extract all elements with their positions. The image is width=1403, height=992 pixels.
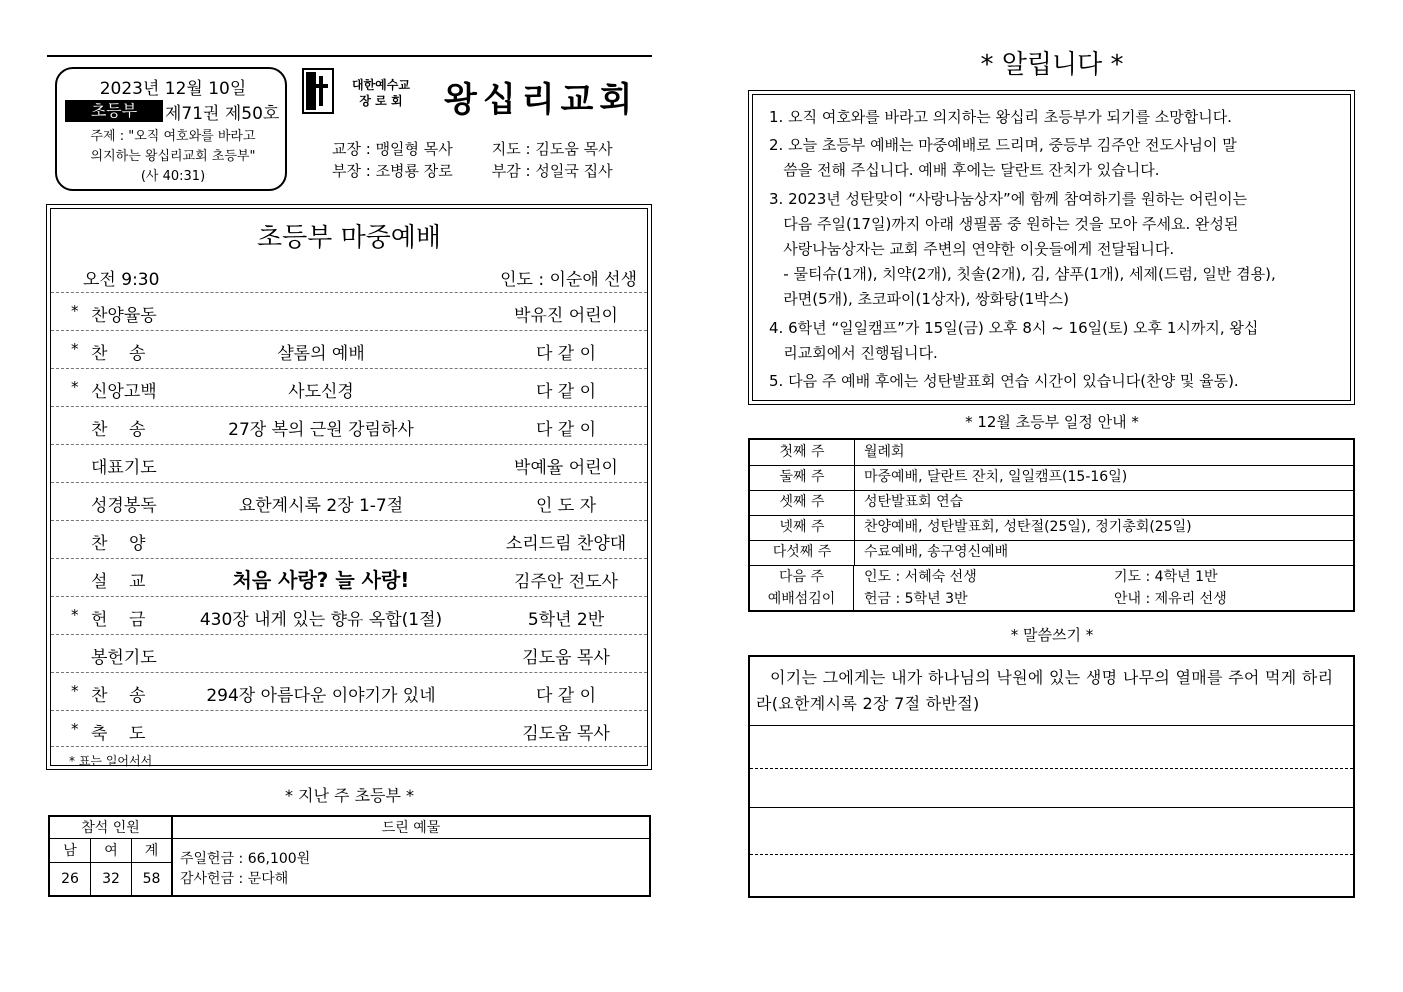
staff-director: 지도 : 김도움 목사 (491, 140, 613, 158)
staff-line-1 (332, 138, 613, 159)
header-rule (47, 55, 652, 57)
theme (57, 127, 289, 187)
next-label-1: 다음 주 (778, 569, 825, 585)
notice-line: - 물티슈(1개), 치약(2개), 칫솔(2개), 김, 샴푸(1개), 세제(드럼, 일반 겸용), (769, 265, 1276, 283)
denomination (352, 77, 410, 109)
staff-deputy: 부감 : 성일국 집사 (491, 162, 613, 180)
offering-line2: 감사헌금 : 문다해 (180, 871, 289, 887)
notice-line: 씀을 전해 주십니다. 예배 후에는 달란트 잔치가 있습니다. (769, 161, 1160, 179)
worship-person: 5학년 2반 (527, 610, 605, 630)
worship-row (51, 634, 647, 673)
note-divider (51, 746, 647, 747)
notice-line: 사랑나눔상자는 교회 주변의 연약한 이웃들에게 전달됩니다. (769, 240, 1175, 258)
worship-person: 다 같 이 (535, 344, 597, 364)
worship-content: 27장 복의 근원 강림하사 (228, 420, 414, 440)
notice-line: 리교회에서 진행됩니다. (769, 344, 938, 362)
last-week-title: * 지난 주 초등부 * (284, 786, 415, 805)
notices-box (748, 90, 1355, 405)
theme-ref: (사 40:31) (140, 169, 206, 184)
staff-line-2 (332, 160, 613, 181)
bulletin-date: 2023년 12월 10일 (99, 79, 247, 99)
worship-row (51, 368, 647, 407)
date-box (55, 67, 287, 191)
notice-line: 4. 6학년 “일일캠프”가 15일(금) 오후 8시 ~ 16일(토) 오후 1시까지, 왕십 (769, 319, 1259, 337)
notice-line: 라면(5개), 초코파이(1상자), 쌍화탕(1박스) (769, 290, 1069, 308)
worship-person: 소리드림 찬양대 (505, 534, 627, 554)
worship-content: 294장 아름다운 이야기가 있네 (206, 686, 436, 706)
worship-row (51, 444, 647, 483)
schedule-row (750, 490, 1353, 516)
writing-line (750, 768, 1353, 769)
col-total: 계 (132, 839, 173, 863)
worship-item: 봉헌기도 (91, 648, 157, 668)
worship-row (51, 520, 647, 559)
staff-head: 부장 : 조병룡 장로 (332, 162, 453, 180)
star: * (71, 378, 79, 396)
volume-number: 제71권 제50호 (165, 104, 280, 124)
church-name: 왕십리교회 (444, 80, 639, 120)
writing-line (750, 807, 1353, 808)
worship-content: 샬롬의 예배 (277, 344, 365, 364)
worship-item: 찬 송 (91, 420, 146, 440)
worship-row (51, 330, 647, 369)
schedule-week: 둘째 주 (750, 465, 855, 490)
schedule-table (748, 438, 1355, 612)
schedule-week: 첫째 주 (750, 440, 855, 465)
schedule-week: 셋째 주 (750, 490, 855, 515)
worship-person: 다 같 이 (535, 382, 597, 402)
star: * (71, 606, 79, 624)
scripture-title: * 말씀쓰기 * (1010, 626, 1094, 644)
col-male: 남 (50, 839, 91, 863)
worship-row (51, 672, 647, 711)
next-guide: 안내 : 제유리 선생 (1114, 591, 1227, 607)
worship-row (51, 710, 647, 749)
theme-line2: 의지하는 왕십리교회 초등부" (90, 149, 256, 164)
star: * (71, 682, 79, 700)
notices-inner (752, 94, 1351, 401)
schedule-event: 마중예배, 달란트 잔치, 일일캠프(15-16일) (864, 469, 1128, 485)
notice-line: 2. 오늘 초등부 예배는 마중예배로 드리며, 중등부 김주안 전도사님이 말 (769, 136, 1237, 154)
next-week-servers (750, 565, 1353, 610)
denomination-line1: 대한예수교 (352, 78, 410, 92)
worship-item: 찬 송 (91, 686, 146, 706)
notice-line: 다음 주일(17일)까지 아래 생필품 중 원하는 것을 모아 주세요. 완성된 (769, 215, 1239, 233)
schedule-event: 월례회 (864, 444, 905, 460)
schedule-week: 넷째 주 (750, 515, 855, 540)
worship-content: 사도신경 (288, 382, 354, 402)
schedule-title: * 12월 초등부 일정 안내 * (965, 413, 1139, 431)
total-count: 58 (132, 863, 173, 895)
worship-row (51, 292, 647, 331)
worship-item: 찬 양 (91, 534, 146, 554)
schedule-event: 찬양예배, 성탄발표회, 성탄절(25일), 정기총회(25일) (864, 519, 1192, 535)
worship-content: 430장 내게 있는 향유 옥합(1절) (199, 610, 443, 630)
worship-person: 김주안 전도사 (514, 572, 618, 592)
last-week-table (48, 815, 651, 897)
worship-item: 헌 금 (91, 610, 146, 630)
notice-line: 3. 2023년 성탄맞이 “사랑나눔상자”에 함께 참여하기를 원하는 어린이는 (769, 190, 1248, 208)
worship-leader: 인도 : 이순애 선생 (500, 270, 637, 290)
notice-line: 5. 다음 주 예배 후에는 성탄발표회 연습 시간이 있습니다(찬양 및 율동). (769, 372, 1239, 390)
writing-line (750, 725, 1353, 726)
schedule-week: 다섯째 주 (750, 540, 855, 565)
worship-person: 김도움 목사 (522, 724, 610, 744)
star: * (71, 340, 79, 358)
worship-row (51, 596, 647, 635)
notice-line: 1. 오직 여호와를 바라고 의지하는 왕십리 초등부가 되기를 소망합니다. (769, 108, 1232, 126)
notices-title: * 알립니다 * (980, 50, 1124, 80)
next-week-label (750, 565, 854, 610)
worship-person: 박예율 어린이 (514, 458, 618, 478)
next-lead: 인도 : 서혜숙 선생 (864, 569, 977, 585)
staff-principal: 교장 : 맹일형 목사 (332, 140, 453, 158)
schedule-event: 성탄발표회 연습 (864, 494, 964, 510)
offering-list (180, 849, 310, 889)
next-offering: 헌금 : 5학년 3반 (864, 591, 968, 607)
worship-title: 초등부 마중예배 (256, 223, 442, 253)
church-logo-icon (302, 68, 334, 114)
worship-row (51, 482, 647, 521)
worship-item: 신앙고백 (91, 382, 157, 402)
offering-header: 드린 예물 (173, 817, 649, 839)
scripture-box (748, 655, 1355, 898)
worship-item: 찬양율동 (91, 306, 157, 326)
worship-person: 김도움 목사 (522, 648, 610, 668)
dept-badge: 초등부 (65, 100, 163, 122)
worship-person: 인 도 자 (535, 496, 597, 516)
worship-row (51, 558, 647, 597)
next-prayer: 기도 : 4학년 1반 (1114, 569, 1218, 585)
worship-content: 요한계시록 2장 1-7절 (238, 496, 404, 516)
next-label-2: 예배섬김이 (767, 591, 836, 607)
star: * (71, 720, 79, 738)
worship-order-inner (50, 208, 648, 766)
standing-note: * 표는 일어서서 (69, 754, 153, 768)
schedule-row (750, 540, 1353, 566)
worship-time: 오전 9:30 (83, 270, 160, 290)
worship-person: 박유진 어린이 (514, 306, 618, 326)
worship-content: 처음 사랑? 늘 사랑! (232, 568, 410, 592)
schedule-row (750, 465, 1353, 491)
denomination-line2: 장 로 회 (359, 94, 403, 108)
worship-row (51, 406, 647, 445)
worship-item: 축 도 (91, 724, 146, 744)
schedule-row (750, 515, 1353, 541)
worship-order-box (46, 204, 652, 770)
worship-item: 찬 송 (91, 344, 146, 364)
col-female: 여 (91, 839, 132, 863)
worship-person: 다 같 이 (535, 686, 597, 706)
worship-item: 설 교 (91, 572, 146, 592)
attendance-header: 참석 인원 (50, 817, 173, 839)
star: * (71, 302, 79, 320)
worship-person: 다 같 이 (535, 420, 597, 440)
theme-line1: 주제 : "오직 여호와를 바라고 (90, 129, 256, 144)
female-count: 32 (91, 863, 132, 895)
offering-line1: 주일헌금 : 66,100원 (180, 851, 311, 867)
worship-item: 대표기도 (91, 458, 157, 478)
scripture-text: 이기는 그에게는 내가 하나님의 낙원에 있는 생명 나무의 열매를 주어 먹게 하리라(요한계시록 2장 7절 하반절) (756, 668, 1334, 713)
schedule-row (750, 440, 1353, 466)
schedule-event: 수료예배, 송구영신예배 (864, 544, 1009, 560)
worship-item: 성경봉독 (91, 496, 157, 516)
writing-line (750, 854, 1353, 855)
male-count: 26 (50, 863, 91, 895)
